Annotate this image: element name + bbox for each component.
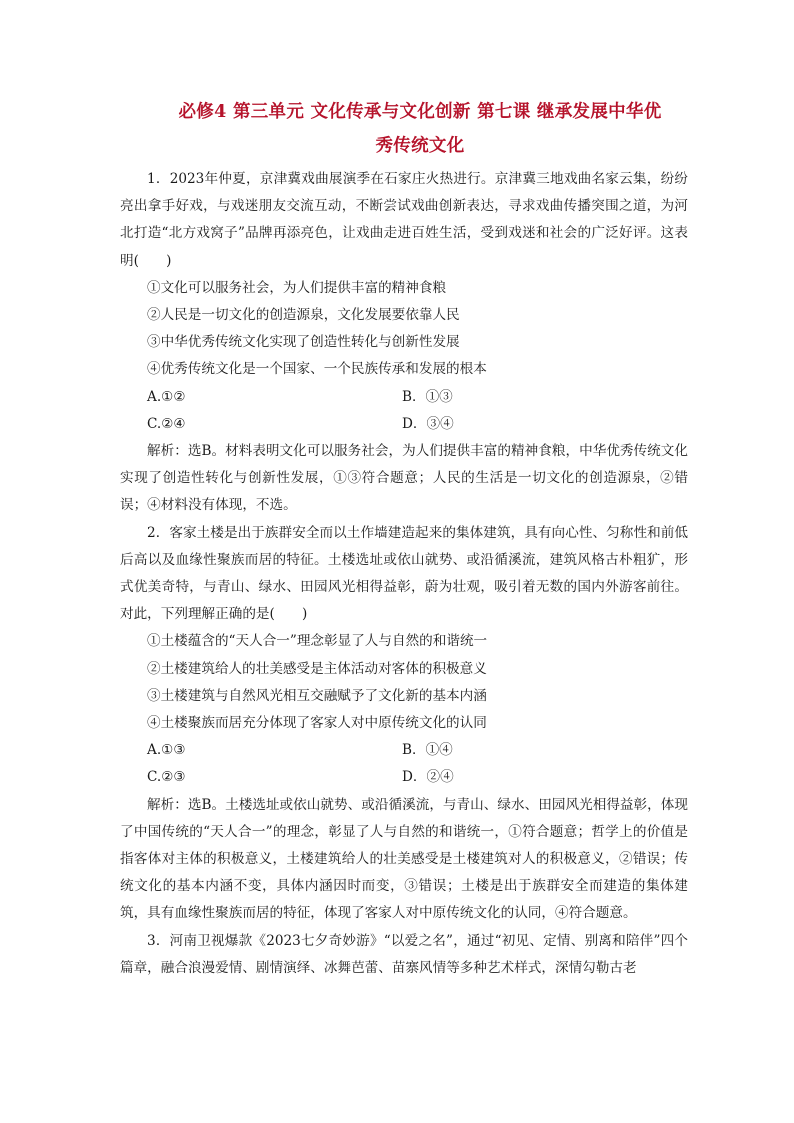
- choice-row: [120, 737, 688, 764]
- question-stem: 3．河南卫视爆款《2023七夕奇妙游》“以爱之名”，通过“初见、定情、别离和陪伴”四个篇章，融合浪漫爱情、剧情演绎、冰舞芭蕾、苗寨风情等多种艺术样式，深情勾勒古老: [120, 932, 688, 976]
- question-3: [120, 928, 688, 982]
- statement-item: ①土楼蕴含的“天人合一”理念彰显了人与自然的和谐统一: [147, 633, 488, 650]
- statement-item: ②人民是一切文化的创造源泉，文化发展要依靠人民: [147, 307, 460, 324]
- statement-item: ④优秀传统文化是一个国家、一个民族传承和发展的根本: [147, 361, 487, 378]
- analysis-text: 解析：选B。土楼选址或依山就势、或沿循溪流，与青山、绿水、田园风光相得益彰，体现了中国传统的“天人合一”的理念，彰显了人与自然的和谐统一，①符合题意；哲学上的价值是指客体对主体的积极意义，土楼建筑给人的壮美感受是土楼建筑对人的积极意义，②错误；传统文化的基本内涵不变，具体内涵因时而变，③错误；土楼是出于族群安全而建造的集体建筑，具有血缘性聚族而居的特征，体现了客家人对中原传统文化的认同，④符合题意。: [120, 796, 688, 922]
- statement-item: ④土楼聚族而居充分体现了客家人对中原传统文化的认同: [147, 715, 487, 732]
- statement-item: ①文化可以服务社会，为人们提供丰富的精神食粮: [147, 279, 447, 296]
- choice-d: D．③④: [402, 415, 454, 432]
- choice-b: B．①④: [402, 742, 453, 759]
- choice-b: B．①③: [402, 388, 453, 405]
- choice-c: C.②③: [147, 769, 186, 786]
- page-title-line-1: 必修4 第三单元 文化传承与文化创新 第七课 继承发展中华优: [178, 102, 662, 122]
- choice-d: D．②④: [402, 769, 454, 786]
- choice-row: [120, 384, 688, 411]
- statement-item: ②土楼建筑给人的壮美感受是主体活动对客体的积极意义: [147, 660, 487, 677]
- question-2: [120, 520, 688, 928]
- statement-item: ③中华优秀传统文化实现了创造性转化与创新性发展: [147, 334, 460, 351]
- page-title-line-2: 秀传统文化: [375, 136, 465, 156]
- choice-a: A.①②: [147, 388, 186, 405]
- choice-row: [120, 764, 688, 791]
- document-body: [120, 166, 688, 982]
- question-stem: 1．2023年仲夏，京津冀戏曲展演季在石家庄火热进行。京津冀三地戏曲名家云集，纷纷亮出拿手好戏，与戏迷朋友交流互动，不断尝试戏曲创新表达，寻求戏曲传播突围之道，为河北打造“北方戏窝子”品牌再添亮色，让戏曲走进百姓生活，受到戏迷和社会的广泛好评。这表明( ): [120, 171, 688, 269]
- choice-a: A.①③: [147, 742, 186, 759]
- question-1: [120, 166, 688, 520]
- choice-c: C.②④: [147, 415, 186, 432]
- statement-item: ③土楼建筑与自然风光相互交融赋予了文化新的基本内涵: [147, 687, 487, 704]
- analysis-text: 解析：选B。材料表明文化可以服务社会，为人们提供丰富的精神食粮，中华优秀传统文化实现了创造性转化与创新性发展，①③符合题意；人民的生活是一切文化的创造源泉，②错误；④材料没有体现，不选。: [120, 443, 688, 514]
- question-stem: 2．客家土楼是出于族群安全而以土作墙建造起来的集体建筑，具有向心性、匀称性和前低后高以及血缘性聚族而居的特征。土楼选址或依山就势、或沿循溪流，建筑风格古朴粗犷，形式优美奇特，与青山、绿水、田园风光相得益彰，蔚为壮观，吸引着无数的国内外游客前往。对此，下列理解正确的是( ): [120, 524, 688, 623]
- choice-row: [120, 411, 688, 438]
